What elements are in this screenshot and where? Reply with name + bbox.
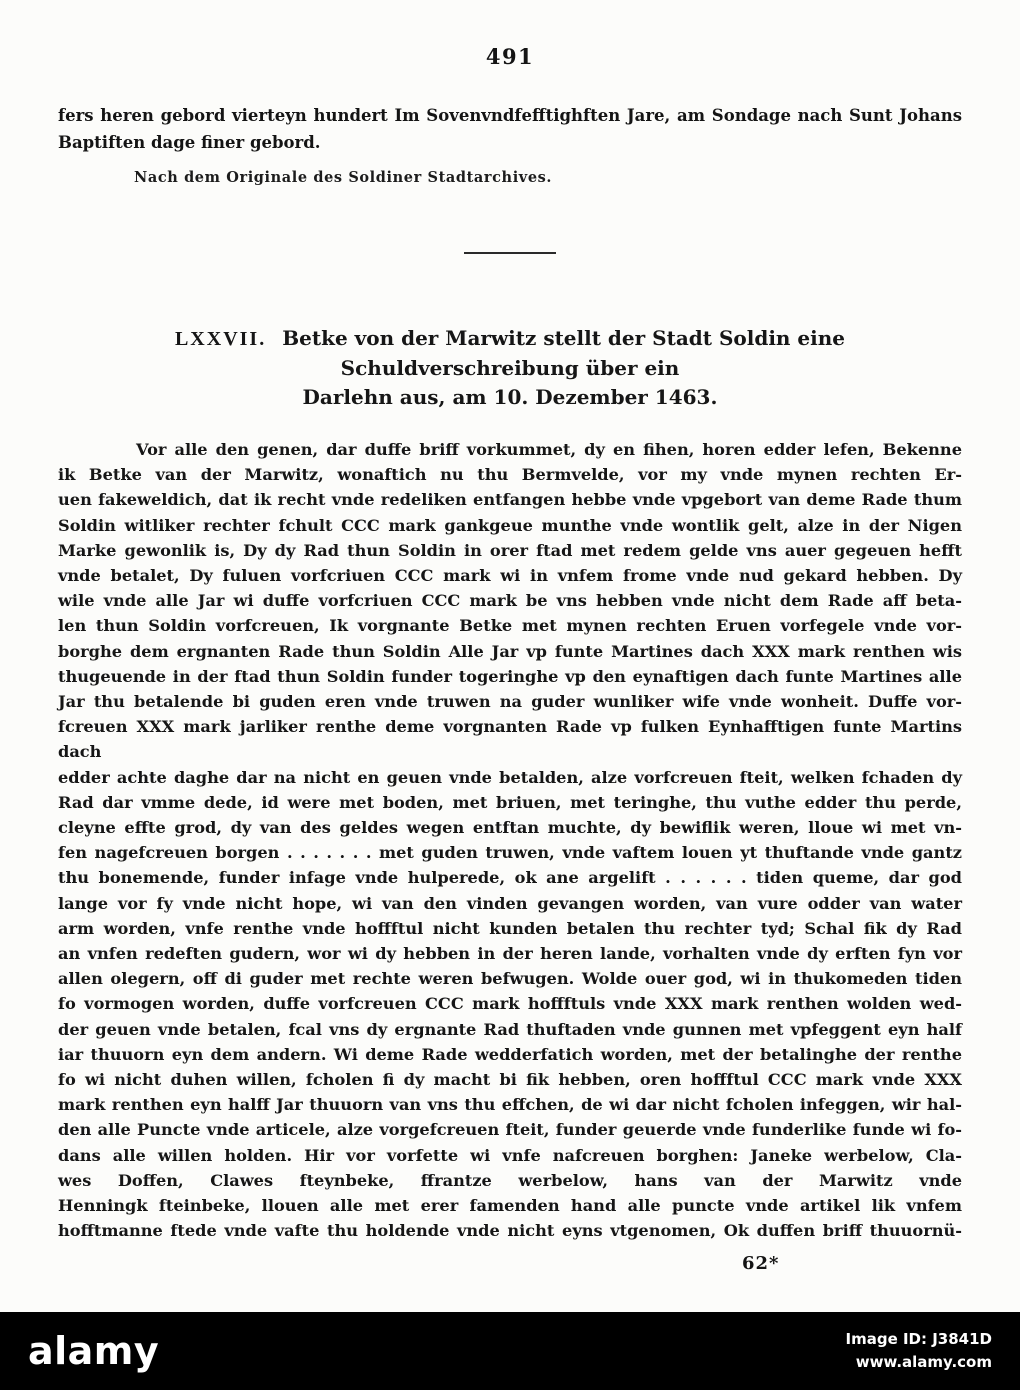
text-line: Henningk fteinbeke, llouen alle met erer famenden hand alle puncte vnde artikel lik vnfem	[58, 1196, 962, 1216]
text-line: iar thuuorn eyn dem andern. Wi deme Rade wedderfatich worden, met der betalinghe der renthe	[58, 1044, 962, 1064]
text-line: Jar thu betalende bi guden eren vnde truwen na guder wunliker wife vnde wonheit. Duffe vor-	[58, 692, 962, 712]
watermark-image-id: Image ID: J3841D	[845, 1330, 992, 1348]
text-line: thugeuende in der ftad thun Soldin funder togeringhe vp den eynaftigen dach funte Martines alle	[58, 666, 962, 686]
intro-paragraph	[58, 102, 962, 156]
text-line: an vnfen redeften gudern, wor wi dy hebben in der heren lande, vorhalten vnde dy erften fyn vor	[58, 944, 962, 964]
alamy-logo: alamy	[28, 1329, 160, 1373]
text-line: den alle Puncte vnde articele, alze vorgefcreuen fteit, funder geuerde vnde funderlike funde wi fo-	[58, 1120, 962, 1140]
text-line: wile vnde alle Jar wi duffe vorfcriuen CCC mark be vns hebben vnde nicht dem Rade aff beta-	[58, 591, 962, 611]
text-line: Rad dar vmme dede, id were met boden, met briuen, met teringhe, thu vuthe edder thu perde,	[58, 792, 962, 812]
text-line: Baptiften dage finer gebord.	[58, 133, 321, 152]
text-line: uen fakeweldich, dat ik recht vnde redeliken entfangen hebbe vnde vpgebort van deme Rade thum	[58, 490, 962, 510]
text-line: wes Doffen, Clawes fteynbeke, ffrantze werbelow, hans van der Marwitz vnde	[58, 1170, 962, 1190]
text-line: Vor alle den genen, dar duffe briff vorkummet, dy en fihen, horen edder lefen, Bekenne	[136, 440, 962, 459]
section-divider	[464, 252, 556, 254]
text-line: len thun Soldin vorfcreuen, Ik vorgnante Betke met mynen rechten Eruen vorfegele vnde vor-	[58, 616, 962, 636]
text-line: cleyne effte grod, dy van des geldes wegen entftan muchte, dy bewiflik weren, lloue wi met vn-	[58, 818, 962, 838]
text-line: dans alle willen holden. Hir vor vorfette wi vnfe nafcreuen borghen: Janeke werbelow, Cla-	[58, 1145, 962, 1165]
text-line: Soldin witliker rechter fchult CCC mark gankgeue munthe vnde wontlik gelt, alze in der Nigen	[58, 515, 962, 535]
section-heading-line1	[58, 324, 962, 383]
text-line: mark renthen eyn halff Jar thuuorn van vns thu effchen, de wi dar nicht fcholen infeggen, wir hal-	[58, 1095, 962, 1115]
section-numeral: LXXVII.	[174, 328, 267, 350]
text-line: arm worden, vnfe renthe vnde hoffftul nicht kunden betalen thu rechter tyd; Schal fik dy Rad	[58, 918, 962, 938]
page-number: 491	[485, 44, 535, 69]
watermark-meta	[846, 1328, 993, 1374]
text-line: fo wi nicht duhen willen, fcholen fi dy macht bi fik hebben, oren hoffftul CCC mark vnde XXX	[58, 1070, 962, 1090]
text-line: fo vormogen worden, duffe vorfcreuen CCC mark hoffftuls vnde XXX mark renthen wolden wed-	[58, 994, 962, 1014]
signature-mark: 62*	[742, 1252, 780, 1274]
text-line: lange vor fy vnde nicht hope, wi van den vinden gevangen worden, van vure odder van water	[58, 893, 962, 913]
text-line: fen nagefcreuen borgen . . . . . . . met guden truwen, vnde vaftem louen yt thuftande vnde gantz	[58, 843, 962, 863]
section-heading	[58, 324, 962, 412]
text-line: fers heren gebord vierteyn hundert Im Sovenvndfefftighften Jare, am Sondage nach Sunt Johans	[58, 106, 962, 125]
text-line: thu bonemende, funder infage vnde hulperede, ok ane argelift . . . . . . tiden queme, dar god	[58, 868, 962, 888]
body-text	[58, 437, 962, 1244]
text-line: der geuen vnde betalen, fcal vns dy ergnante Rad thuftaden vnde gunnen met vpfeggent eyn half	[58, 1019, 962, 1039]
text-line: ik Betke van der Marwitz, wonaftich nu thu Bermvelde, vor my vnde mynen rechten Er-	[58, 465, 962, 485]
text-line: fcreuen XXX mark jarliker renthe deme vorgnanten Rade vp fulken Eynhafftigen funte Martins dach	[58, 717, 962, 762]
text-line: borghe dem ergnanten Rade thun Soldin Alle Jar vp funte Martines dach XXX mark renthen wis	[58, 641, 962, 661]
section-title-line2: Darlehn aus, am 10. Dezember 1463.	[302, 385, 718, 409]
text-line: hofftmanne ftede vnde vafte thu holdende vnde nicht eyns vtgenomen, Ok duffen briff thuuornü-	[58, 1221, 962, 1241]
text-line: Marke gewonlik is, Dy dy Rad thun Soldin in orer ftad met redem gelde vns auer gegeuen hefft	[58, 540, 962, 560]
text-line: allen olegern, off di guder met rechte weren befwugen. Wolde ouer god, wi in thukomeden tiden	[58, 969, 962, 989]
section-title-line1: Betke von der Marwitz stellt der Stadt Soldin eine Schuldverschreibung über ein	[282, 326, 846, 380]
watermark-url: www.alamy.com	[855, 1353, 992, 1371]
text-line: edder achte daghe dar na nicht en geuen vnde betalden, alze vorfcreuen fteit, welken fchaden dy	[58, 767, 962, 787]
text-line: vnde betalet, Dy fuluen vorfcriuen CCC mark wi in vnfem frome vnde nud gekard hebben. Dy	[58, 566, 962, 586]
watermark-bar	[0, 1312, 1020, 1390]
source-note: Nach dem Originale des Soldiner Stadtarchives.	[134, 169, 553, 186]
